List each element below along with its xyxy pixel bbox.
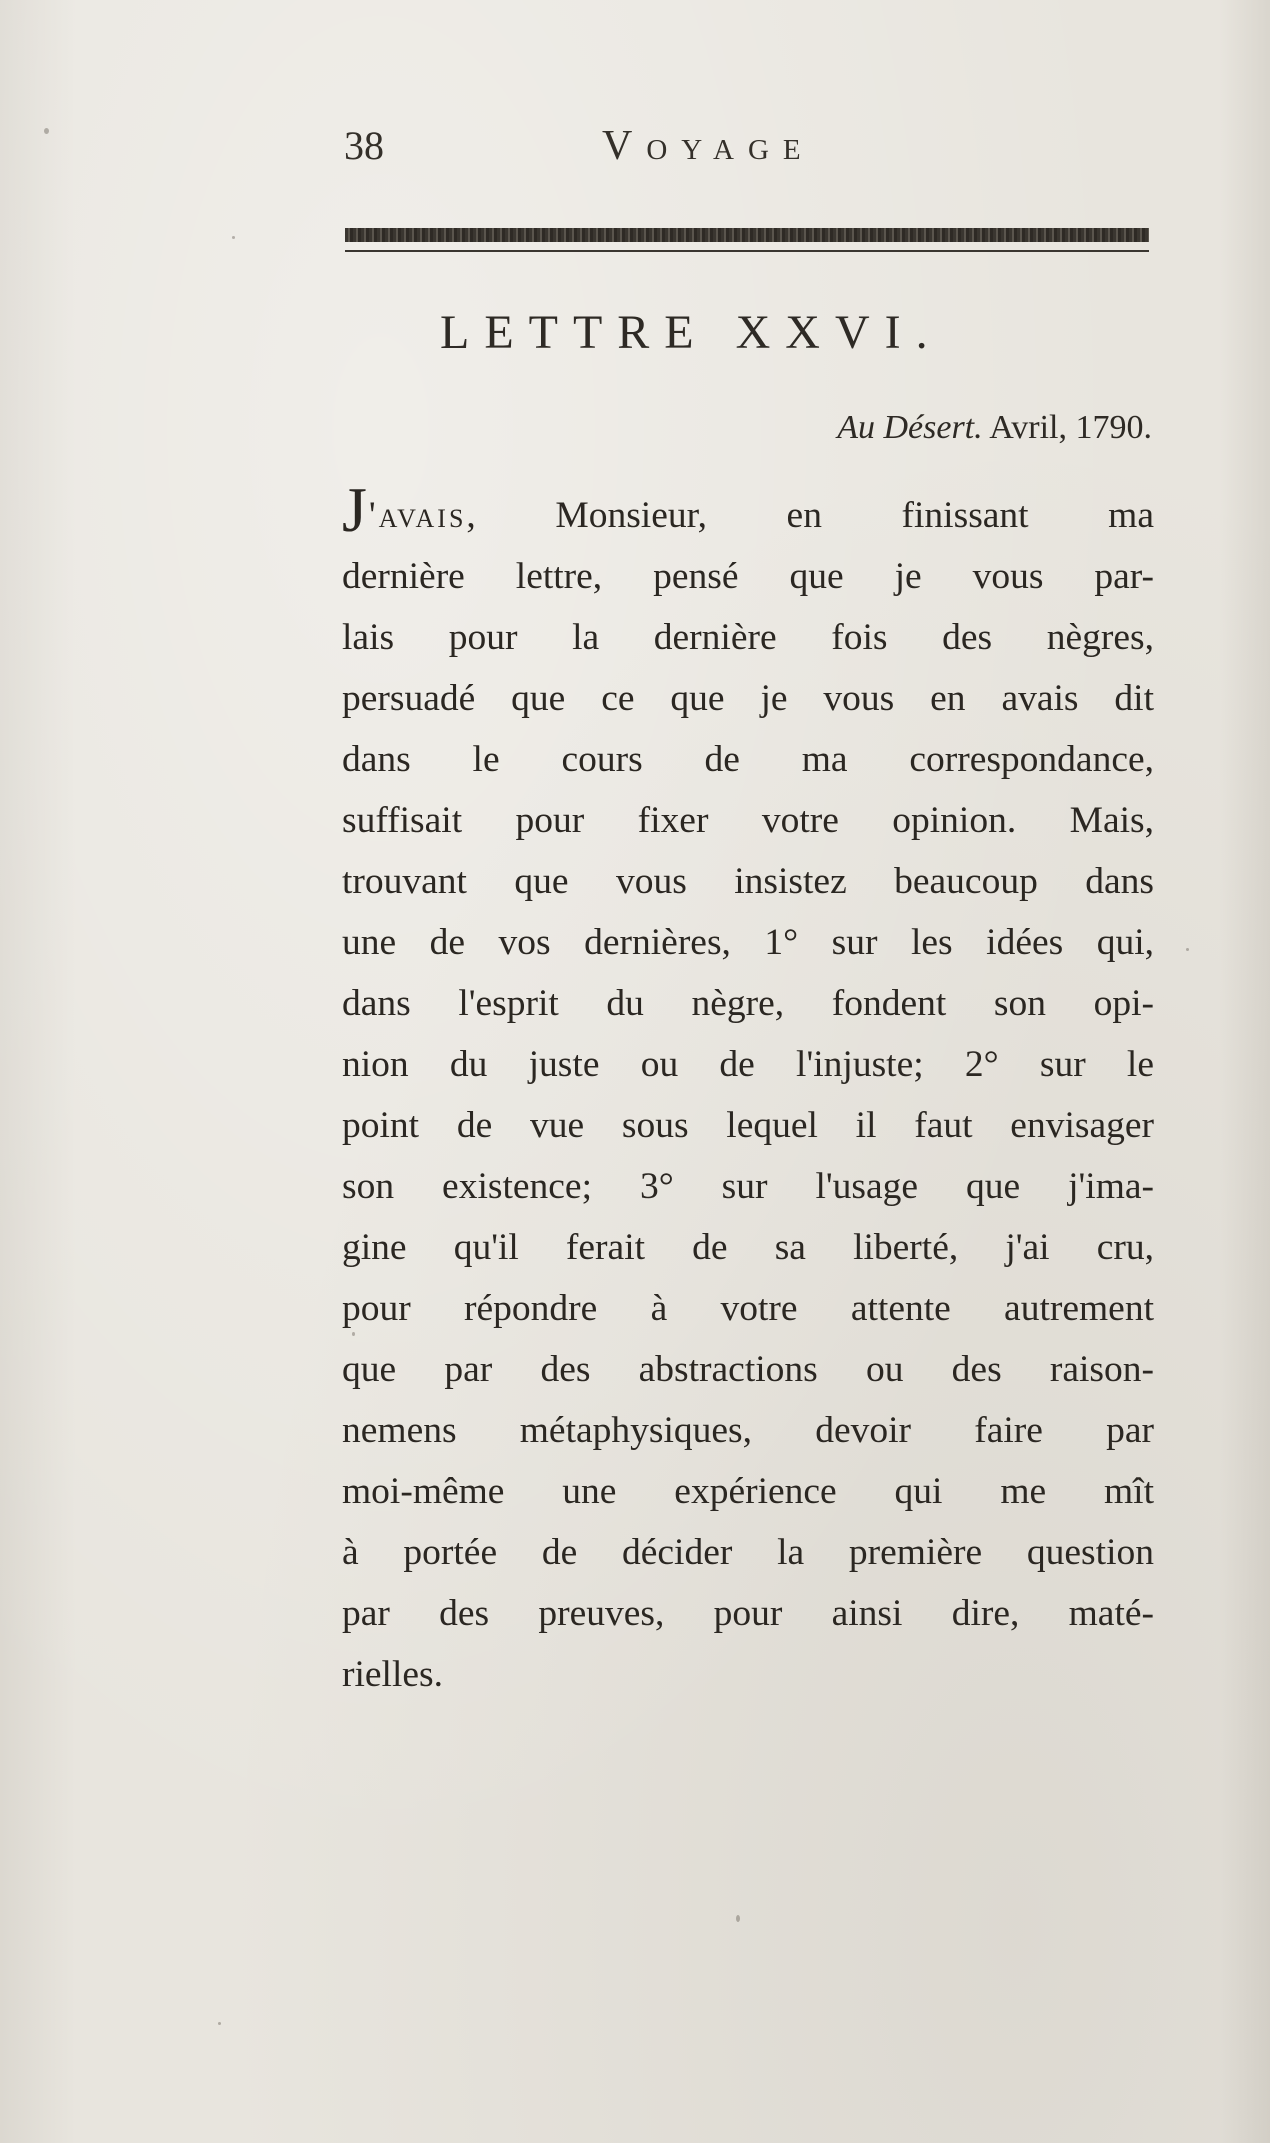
body-line: persuadé que ce que je vous en avais dit — [342, 678, 1154, 719]
body-line: son existence; 3° sur l'usage que j'ima- — [342, 1166, 1154, 1207]
letter-body — [342, 474, 1154, 1705]
dateline — [692, 405, 1152, 451]
first-word: 'avais — [368, 495, 467, 536]
dateline-place: Au Désert. — [837, 409, 983, 446]
body-line: une de vos dernières, 1° sur les idées qui, — [342, 922, 1154, 963]
paper-speck — [1186, 948, 1189, 951]
page-header — [344, 122, 1150, 182]
body-line: nion du juste ou de l'injuste; 2° sur le — [342, 1044, 1154, 1085]
body-line: moi-même une expérience qui me mît — [342, 1471, 1154, 1512]
body-line: nemens métaphysiques, devoir faire par — [342, 1410, 1154, 1451]
paper-speck — [218, 2022, 221, 2025]
paper-speck — [232, 236, 235, 239]
body-line: point de vue sous lequel il faut envisager — [342, 1105, 1154, 1146]
dateline-date: Avril, 1790. — [989, 409, 1152, 446]
body-line: suffisait pour fixer votre opinion. Mais, — [342, 800, 1154, 841]
header-rule-thin — [345, 250, 1149, 252]
running-head: Voyage — [602, 123, 815, 169]
body-line: pour répondre à votre attente autrement — [342, 1288, 1154, 1329]
header-rule-ornamental — [345, 228, 1149, 242]
first-line-rest: , Monsieur, en finissant ma — [466, 495, 1154, 536]
body-line: à portée de décider la première question — [342, 1532, 1154, 1573]
body-line-last: rielles. — [342, 1654, 444, 1695]
paper-speck — [736, 1915, 740, 1922]
page-number: 38 — [344, 123, 384, 168]
body-line: gine qu'il ferait de sa liberté, j'ai cru, — [342, 1227, 1154, 1268]
body-line: que par des abstractions ou des raison- — [342, 1349, 1154, 1390]
body-line: dans le cours de ma correspondance, — [342, 739, 1154, 780]
body-line: dernière lettre, pensé que je vous par- — [342, 556, 1154, 597]
drop-cap: J — [342, 474, 367, 545]
body-line: dans l'esprit du nègre, fondent son opi- — [342, 983, 1154, 1024]
body-line: par des preuves, pour ainsi dire, maté- — [342, 1593, 1154, 1634]
paper-speck — [44, 128, 49, 134]
body-line-first — [342, 474, 1154, 546]
paper-speck — [352, 1332, 355, 1336]
body-line: lais pour la dernière fois des nègres, — [342, 617, 1154, 658]
letter-title: LETTRE XXVI. — [440, 306, 943, 359]
body-line: trouvant que vous insistez beaucoup dans — [342, 861, 1154, 902]
